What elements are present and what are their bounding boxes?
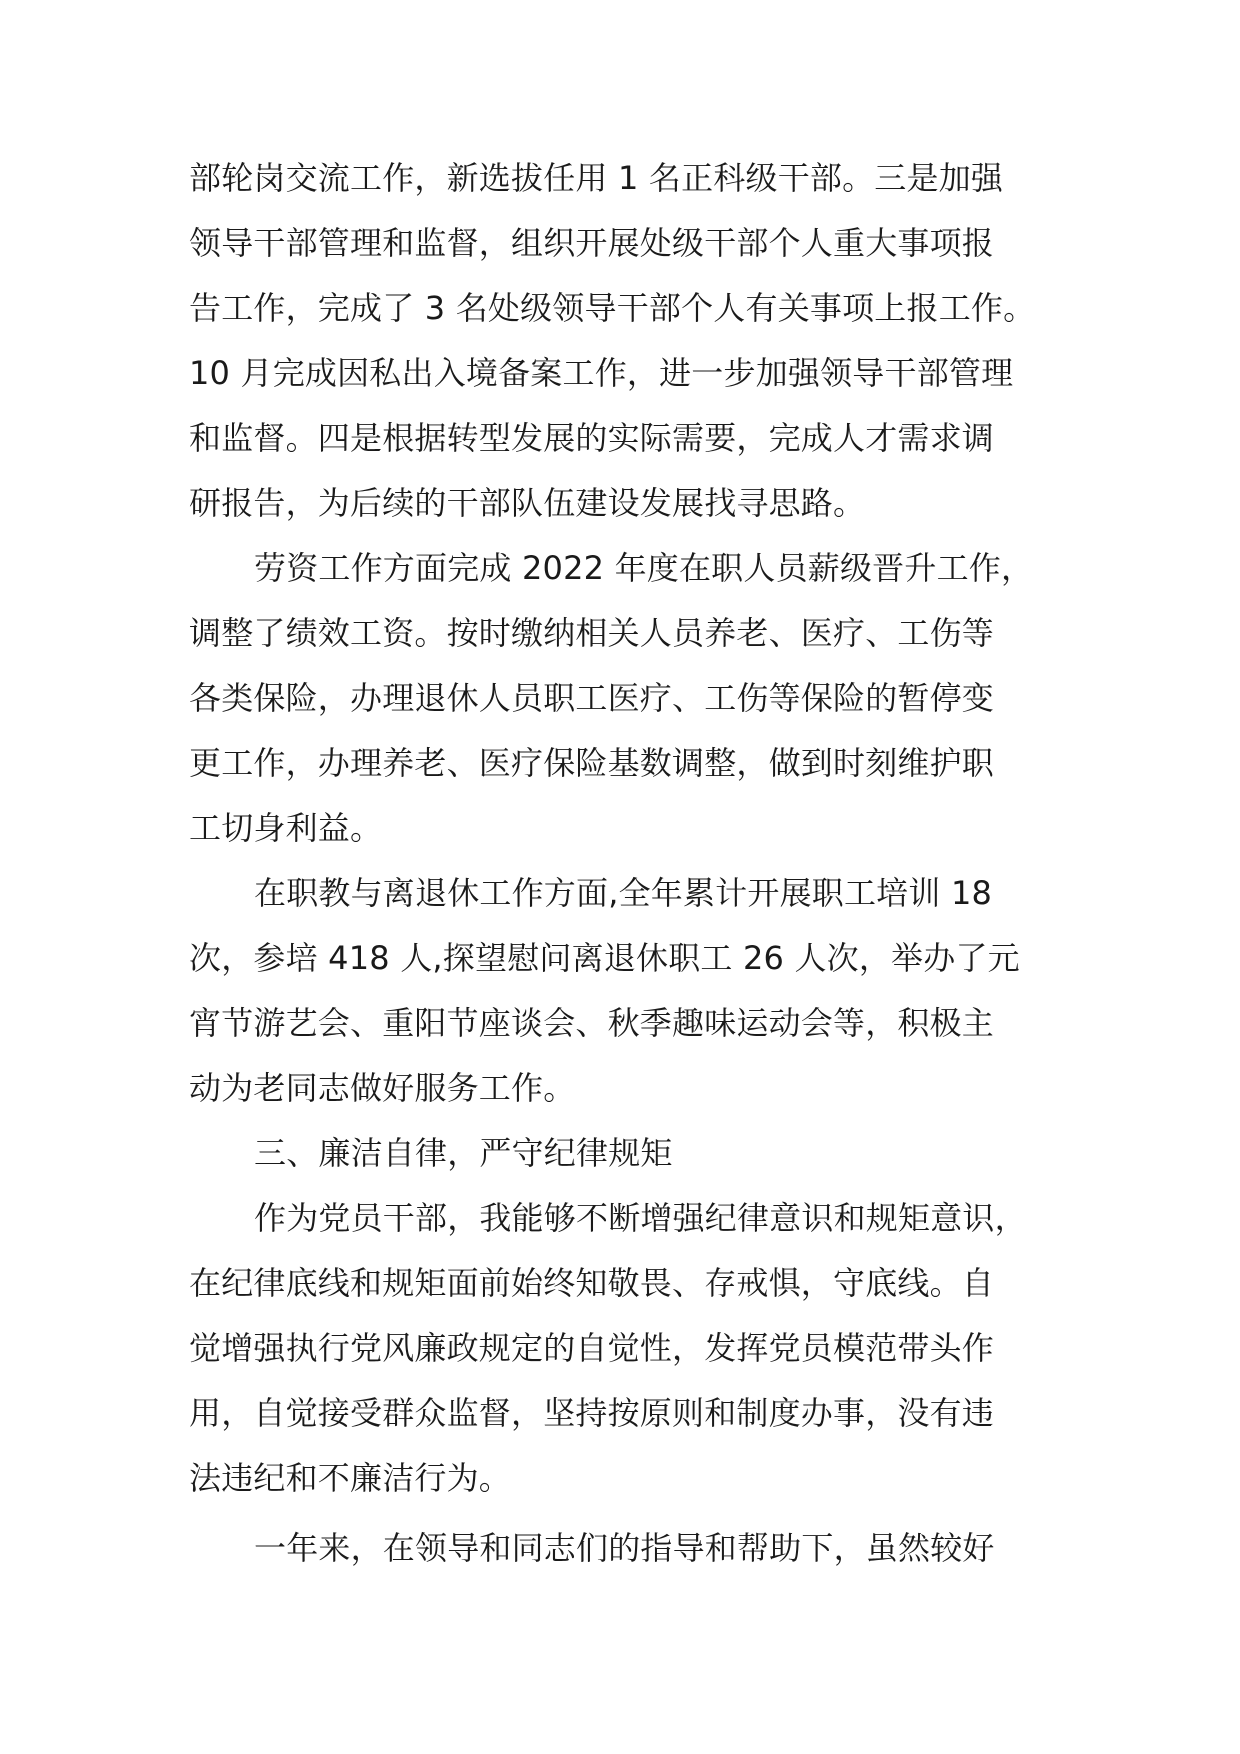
paragraph-first-line: 一年来，在领导和同志们的指导和帮助下，虽然较好	[254, 1529, 995, 1567]
text-line: 次，参培 418 人,探望慰问离退休职工 26 人次，举办了元	[189, 939, 1020, 977]
text-line: 调整了绩效工资。按时缴纳相关人员养老、医疗、工伤等	[189, 614, 995, 652]
text-line: 各类保险，办理退休人员职工医疗、工伤等保险的暂停变	[189, 679, 995, 717]
text-line: 研报告，为后续的干部队伍建设发展找寻思路。	[189, 484, 866, 522]
paragraph-first-line: 在职教与离退休工作方面,全年累计开展职工培训 18	[254, 874, 993, 912]
text-line: 更工作，办理养老、医疗保险基数调整，做到时刻维护职	[189, 744, 995, 782]
text-line: 法违纪和不廉洁行为。	[189, 1459, 512, 1497]
text-line: 10 月完成因私出入境备案工作，进一步加强领导干部管理	[189, 354, 1014, 392]
text-line: 领导干部管理和监督，组织开展处级干部个人重大事项报	[189, 224, 995, 262]
text-line: 在纪律底线和规矩面前始终知敬畏、存戒惧，守底线。自	[189, 1264, 995, 1302]
text-line: 觉增强执行党风廉政规定的自觉性，发挥党员模范带头作	[189, 1329, 995, 1367]
paragraph-first-line: 作为党员干部，我能够不断增强纪律意识和规矩意识，	[254, 1199, 1027, 1237]
section-heading: 三、廉洁自律，严守纪律规矩	[254, 1134, 673, 1172]
text-line: 部轮岗交流工作，新选拔任用 1 名正科级干部。三是加强	[189, 159, 1004, 197]
text-line: 工切身利益。	[189, 809, 383, 847]
text-line: 告工作，完成了 3 名处级领导干部个人有关事项上报工作。	[189, 289, 1036, 327]
text-line: 宵节游艺会、重阳节座谈会、秋季趣味运动会等，积极主	[189, 1004, 995, 1042]
text-line: 和监督。四是根据转型发展的实际需要，完成人才需求调	[189, 419, 995, 457]
text-line: 动为老同志做好服务工作。	[189, 1069, 576, 1107]
paragraph-first-line: 劳资工作方面完成 2022 年度在职人员薪级晋升工作，	[254, 549, 1034, 587]
text-line: 用，自觉接受群众监督，坚持按原则和制度办事，没有违	[189, 1394, 995, 1432]
